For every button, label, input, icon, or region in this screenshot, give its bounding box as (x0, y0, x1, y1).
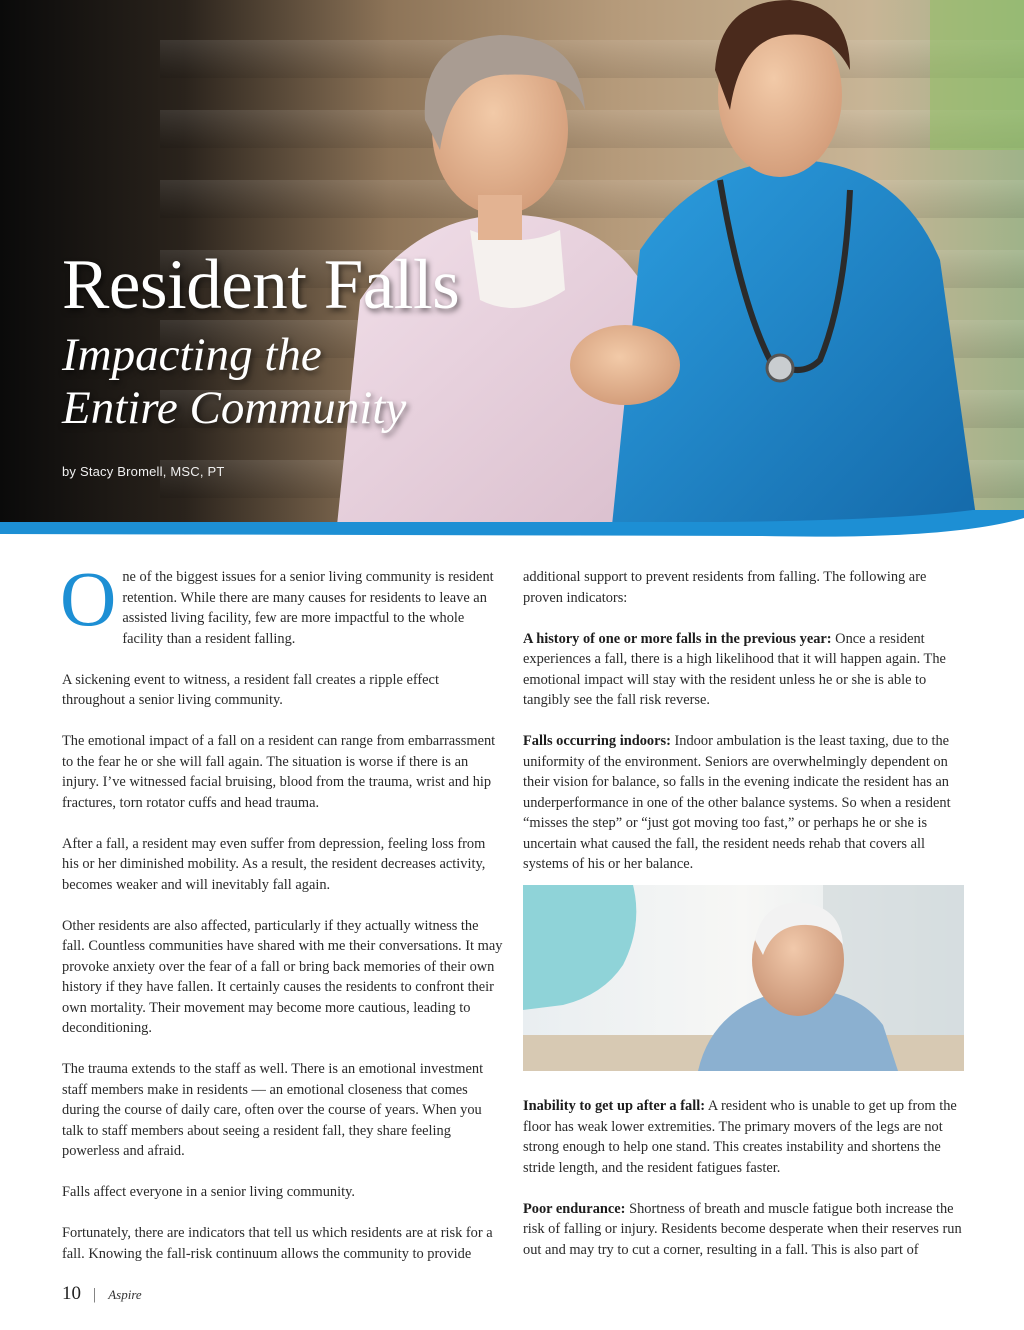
paragraph-7: Falls affect everyone in a senior living community. (62, 1184, 355, 1200)
page-footer (62, 1283, 142, 1305)
clasped-hands (570, 325, 680, 405)
article-column-right-bottom (523, 1096, 967, 1281)
indicator-heading: Inability to get up after a fall: (523, 1098, 706, 1114)
paragraph-3: The emotional impact of a fall on a resident can range from embarrassment to the fear he or she will fall again. The situation is worse if there is an injury. I’ve witnessed facial bruising, blood from the trauma, wrist and hip fractures, torn rotator cuffs and head trauma. (62, 733, 496, 811)
article-subtitle-line-1: Impacting the (62, 329, 322, 381)
indicator-falls-indoors: Falls occurring indoors: Indoor ambulation is the least taxing, due to the uniformity of the environment. Seniors are overwhelmingly dependent on their vision for balance, so falls in the evening indicate the resident has an underperformance in one of the other balance systems. So when a resident “misses the step” or “just got moving too fast,” or perhaps he or she is uncertain what caused the fall, the resident needs rehab that covers all systems of his or her balance. (523, 733, 951, 872)
indicator-fall-history: A history of one or more falls in the previous year: Once a resident experiences a fall, there is a high likelihood that it will happen again. The emotional impact will stay with the resident unless he or she is able to tangibly see the fall risk reverse. (523, 630, 946, 708)
indicator-heading: A history of one or more falls in the previous year: (523, 630, 832, 647)
hero-title-block (62, 246, 460, 480)
indicator-poor-endurance: Poor endurance: Shortness of breath and muscle fatigue both increase the risk of falling or injury. Residents become desperate when their reserves run out and may try to cut a corner, resulting in a fall. This is also part of (523, 1200, 962, 1258)
inset-photo-illustration (523, 885, 964, 1071)
indicator-cannot-get-up: Inability to get up after a fall: A resident who is unable to get up from the floor has weak lower extremities. The primary movers of the legs are not strong enough to help one stand. This creates instability and shortens the stride length, and the resident fatigues faster. (523, 1098, 957, 1176)
paragraph-2: A sickening event to witness, a resident fall creates a ripple effect throughout a senior living community. (62, 671, 439, 708)
article-title: Resident Falls (62, 246, 460, 324)
article-column-left (60, 555, 503, 1285)
article-column-right-top (523, 567, 967, 895)
paragraph-1: One of the biggest issues for a senior living community is resident retention. While there are many causes for residents to leave an assisted living facility, few are more impactful to the whole facility than a resident falling. (60, 555, 494, 647)
article-subtitle-line-2: Entire Community (62, 381, 407, 434)
paragraph-4: After a fall, a resident may even suffer from depression, feeling loss from his or her diminished mobility. As a result, the resident decreases activity, becomes weaker and will inevitably fall again. (62, 835, 486, 893)
footer-separator: | (93, 1286, 97, 1303)
paragraph-indicators-intro: additional support to prevent residents from falling. The following are proven indicators: (523, 569, 927, 606)
page-number: 10 (62, 1283, 81, 1304)
inset-photo-caregiver-and-man (523, 885, 964, 1071)
indicator-heading: Falls occurring indoors: (523, 733, 671, 749)
hero-wave-divider (0, 510, 1024, 545)
publication-name: Aspire (108, 1287, 142, 1302)
paragraph-6: The trauma extends to the staff as well. There is an emotional investment staff members make in residents — an emotional closeness that comes during the course of daily care, often over the course of years. When you talk to staff members about seeing a resident fall, they share feeling powerless and afraid. (62, 1061, 484, 1159)
hero-section (0, 0, 1024, 545)
article-subtitle (62, 329, 459, 434)
indicator-heading: Poor endurance: (523, 1200, 626, 1217)
article-byline: by Stacy Bromell, MSC, PT (62, 464, 225, 480)
drop-cap: O (60, 555, 117, 642)
paragraph-5: Other residents are also affected, particularly if they actually witness the fall. Countless communities have shared with me their conversations. It may provoke anxiety over the fear of a fall or bring back memories of their own history if they have fallen. It certainly causes the residents to confront their own mortality. Their movement may become more cautious, leading to deconditioning. (62, 917, 503, 1036)
paragraph-8: Fortunately, there are indicators that tell us which residents are at risk for a fall. Knowing the fall-risk continuum allows the community to provide (62, 1225, 493, 1262)
